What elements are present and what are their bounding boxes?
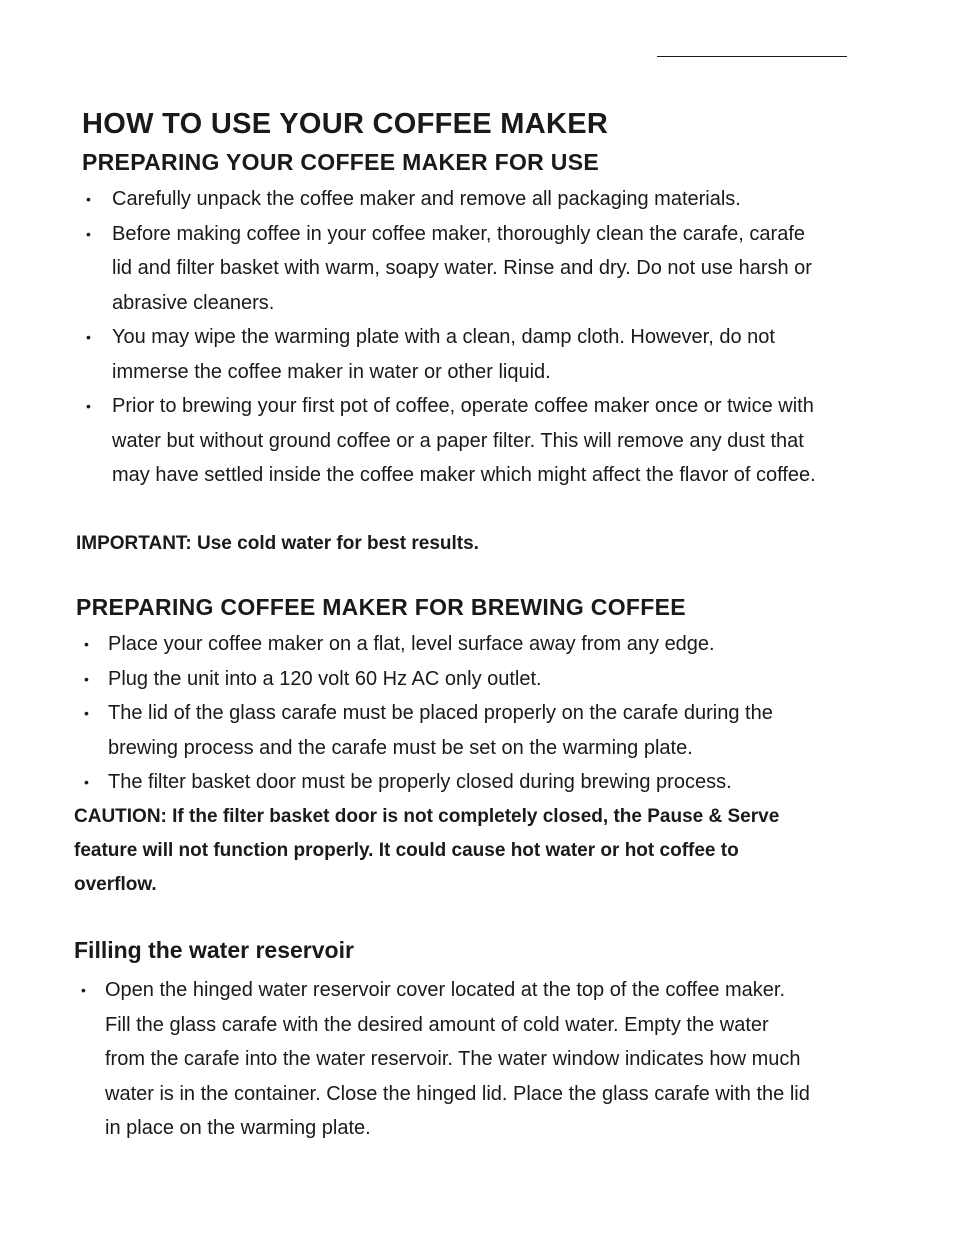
list-item: • Plug the unit into a 120 volt 60 Hz AC only outlet. xyxy=(108,662,808,697)
list-item: • The lid of the glass carafe must be placed properly on the carafe during the brewing process and the carafe must be set on the warming plate. xyxy=(108,696,808,765)
list-preparing-for-use xyxy=(86,182,824,493)
bullet-icon: • xyxy=(84,705,89,721)
section-heading-brewing: PREPARING COFFEE MAKER FOR BREWING COFFEE xyxy=(76,594,686,620)
bullet-icon: • xyxy=(86,225,91,242)
bullet-icon: • xyxy=(84,774,89,790)
section-heading-filling-reservoir: Filling the water reservoir xyxy=(74,937,354,963)
page-title: HOW TO USE YOUR COFFEE MAKER xyxy=(82,108,609,140)
list-item: • Place your coffee maker on a flat, level surface away from any edge. xyxy=(108,627,808,662)
bullet-icon: • xyxy=(86,191,91,207)
bullet-icon: • xyxy=(81,982,86,998)
important-note: IMPORTANT: Use cold water for best results. xyxy=(76,533,479,554)
list-filling-reservoir xyxy=(81,973,810,1146)
header-rule xyxy=(657,56,847,57)
bullet-icon: • xyxy=(86,329,91,345)
list-item: • You may wipe the warming plate with a clean, damp cloth. However, do not immerse the coffee maker in water or other liquid. xyxy=(112,320,824,389)
list-brewing xyxy=(84,627,808,800)
list-item: • The filter basket door must be properly closed during brewing process. xyxy=(108,765,808,800)
caution-note: CAUTION: If the filter basket door is not completely closed, the Pause & Serve feature will not function properly. It could cause hot water or hot coffee to overflow. xyxy=(74,806,780,895)
bullet-icon: • xyxy=(86,398,91,414)
list-item: • Before making coffee in your coffee maker, thoroughly clean the carafe, carafe lid and filter basket with warm, soapy water. Rinse and dry. Do not use harsh or abrasive cleaners. xyxy=(112,217,824,321)
list-item: • Carefully unpack the coffee maker and remove all packaging materials. xyxy=(112,182,824,217)
bullet-icon: • xyxy=(84,636,89,652)
list-item: • Prior to brewing your first pot of coffee, operate coffee maker once or twice with water but without ground coffee or a paper filter. This will remove any dust that may have settled inside the coffee maker which might affect the flavor of coffee. xyxy=(112,389,824,493)
section-heading-preparing-for-use: PREPARING YOUR COFFEE MAKER FOR USE xyxy=(82,149,599,175)
bullet-icon: • xyxy=(84,670,89,687)
list-item: • Open the hinged water reservoir cover located at the top of the coffee maker. Fill the glass carafe with the desired amount of cold water. Empty the water from the carafe into the water reservoir. The water window indicates how much water is in the container. Close the hinged lid. Place the glass carafe with the lid in place on the warming plate. xyxy=(105,973,810,1146)
